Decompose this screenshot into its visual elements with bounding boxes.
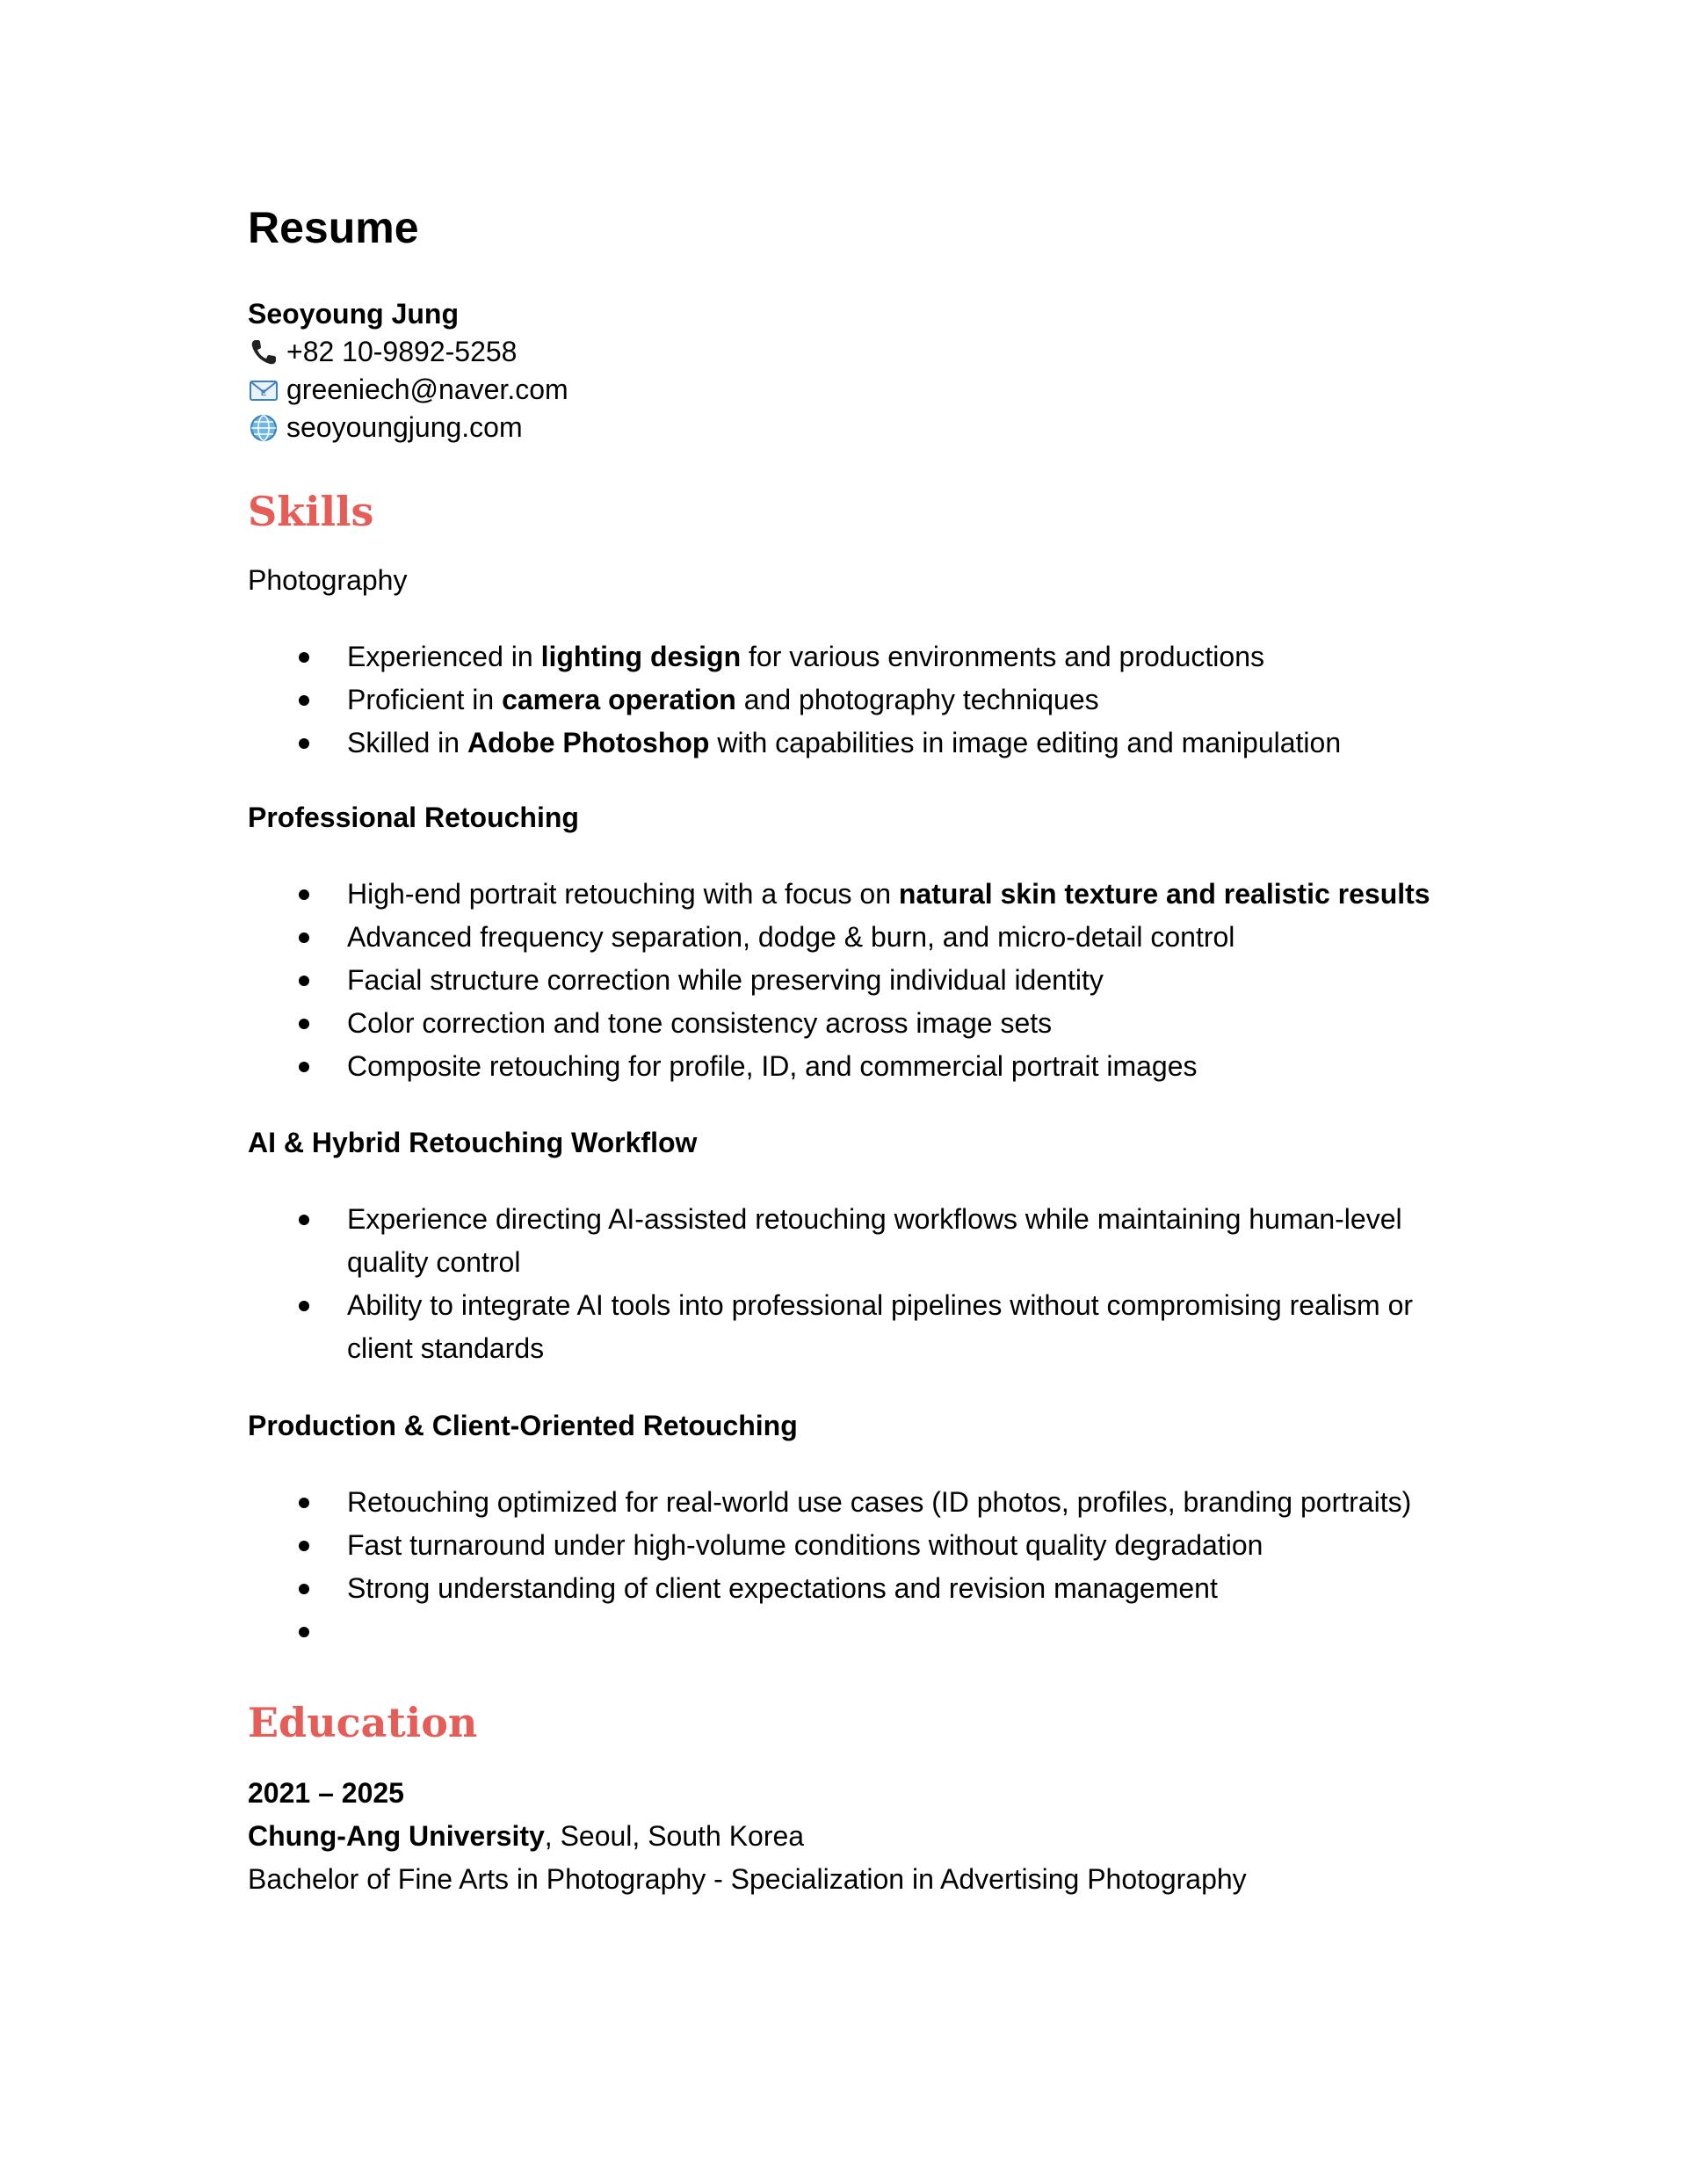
list-item-pre-text: Advanced frequency separation, dodge & burn, and micro-detail control: [347, 921, 1235, 953]
bullet-icon: [299, 1019, 309, 1029]
list-item: [248, 1610, 1443, 1653]
phone-icon: [248, 337, 279, 368]
bullet-icon: [299, 1062, 309, 1072]
retouching-list: [248, 873, 1443, 1088]
list-item: [248, 873, 1443, 916]
production-list: [248, 1481, 1443, 1653]
page-title: Resume: [248, 203, 419, 252]
bullet-icon: [299, 1498, 309, 1508]
email-icon: [248, 374, 279, 406]
education-years: 2021 – 2025: [248, 1777, 404, 1809]
list-item-pre-text: Retouching optimized for real-world use cases (ID photos, profiles, branding portraits): [347, 1486, 1412, 1518]
education-school: Chung-Ang University: [248, 1820, 545, 1852]
list-item-pre-text: Experience directing AI-assisted retouching workflows while maintaining human-level quality control: [347, 1203, 1402, 1278]
education-degree: Bachelor of Fine Arts in Photography - Specialization in Advertising Photography: [248, 1863, 1247, 1895]
list-item-pre-text: Skilled in: [347, 727, 467, 758]
bullet-icon: [299, 1584, 309, 1594]
bullet-icon: [299, 932, 309, 943]
education-entry: [248, 1772, 1247, 1901]
contact-email-line: [248, 371, 568, 409]
list-item: [248, 1481, 1443, 1524]
list-item: [248, 1284, 1443, 1370]
list-item: [248, 1567, 1443, 1610]
list-item: [248, 722, 1443, 765]
bullet-icon: [299, 695, 309, 706]
bullet-icon: [299, 1215, 309, 1225]
list-item: [248, 959, 1443, 1002]
list-item: [248, 635, 1443, 678]
list-item: [248, 1198, 1443, 1284]
bullet-icon: [299, 652, 309, 663]
production-subheading: Production & Client-Oriented Retouching: [248, 1410, 798, 1441]
bullet-icon: [299, 889, 309, 900]
list-item-pre-text: Composite retouching for profile, ID, and commercial portrait images: [347, 1050, 1198, 1082]
list-item: [248, 916, 1443, 959]
list-item-post-text: with capabilities in image editing and manipulation: [709, 727, 1342, 758]
list-item: [248, 1524, 1443, 1567]
contact-website[interactable]: seoyoungjung.com: [286, 411, 523, 443]
list-item-pre-text: Proficient in: [347, 684, 503, 715]
list-item-pre-text: Color correction and tone consistency across image sets: [347, 1007, 1053, 1039]
photography-subheading: Photography: [248, 564, 408, 596]
list-item: [248, 1045, 1443, 1088]
globe-icon: [248, 412, 279, 444]
education-heading: Education: [248, 1699, 478, 1746]
list-item-pre-text: Experienced in: [347, 641, 541, 672]
photography-list: [248, 635, 1443, 765]
list-item-post-text: for various environments and productions: [741, 641, 1264, 672]
retouching-subheading: Professional Retouching: [248, 802, 579, 833]
skills-heading: Skills: [248, 488, 374, 535]
svg-text:E: E: [260, 388, 267, 397]
list-item-pre-text: High-end portrait retouching with a focus on: [347, 878, 899, 910]
list-item-bold-text: natural skin texture and realistic results: [898, 878, 1430, 910]
contact-website-line: [248, 409, 568, 446]
bullet-icon: [299, 738, 309, 749]
list-item-bold-text: camera operation: [502, 684, 736, 715]
list-item-pre-text: Facial structure correction while preserving individual identity: [347, 964, 1104, 996]
bullet-icon: [299, 1301, 309, 1311]
list-item-pre-text: Ability to integrate AI tools into professional pipelines without compromising realism or client standards: [347, 1289, 1414, 1364]
list-item-pre-text: Fast turnaround under high-volume conditions without quality degradation: [347, 1529, 1263, 1561]
list-item: [248, 1002, 1443, 1045]
contact-phone: +82 10-9892-5258: [286, 336, 518, 367]
list-item-bold-text: lighting design: [540, 641, 742, 672]
contact-block: [248, 295, 568, 446]
contact-phone-line: [248, 333, 568, 371]
list-item-pre-text: Strong understanding of client expectations and revision management: [347, 1572, 1218, 1604]
bullet-icon: [299, 976, 309, 986]
bullet-icon: [299, 1627, 309, 1637]
contact-email[interactable]: greeniech@naver.com: [286, 374, 568, 405]
ai-workflow-subheading: AI & Hybrid Retouching Workflow: [248, 1127, 698, 1158]
list-item-bold-text: Adobe Photoshop: [467, 727, 710, 758]
bullet-icon: [299, 1541, 309, 1551]
education-location: , Seoul, South Korea: [544, 1820, 805, 1852]
list-item-post-text: and photography techniques: [735, 684, 1099, 715]
list-item: [248, 678, 1443, 722]
contact-name: Seoyoung Jung: [248, 298, 459, 330]
ai-workflow-list: [248, 1198, 1443, 1370]
